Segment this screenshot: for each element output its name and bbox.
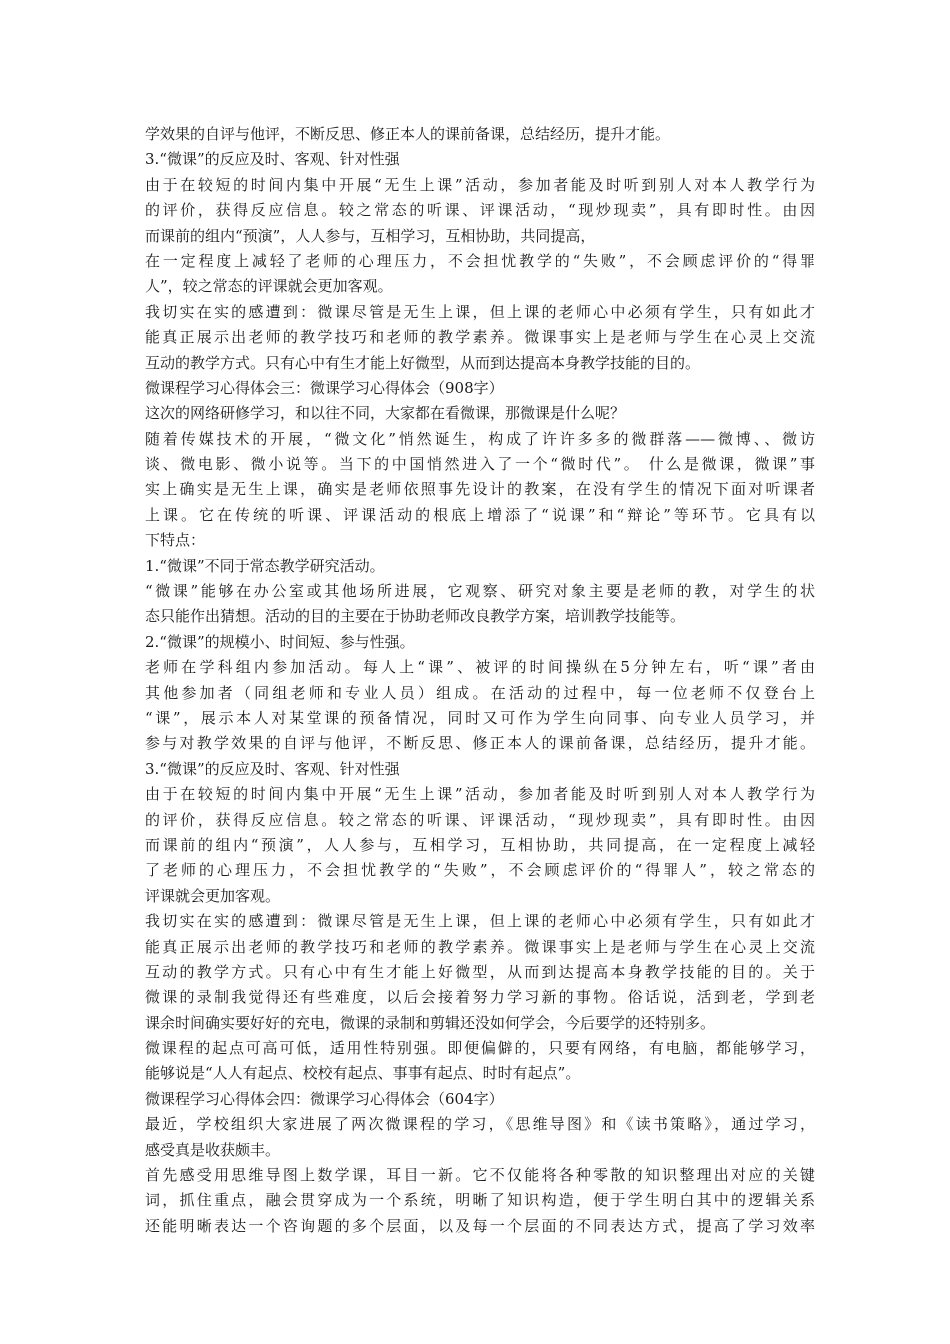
text-line: 的评价，获得反应信息。较之常态的听课、评课活动，“现炒现卖”，具有即时性。由因 bbox=[145, 810, 815, 829]
text-line: 实上确实是无生上课，确实是老师依照事先设计的教案，在没有学生的情况下面对听课者 bbox=[145, 480, 815, 499]
text-line: 互动的教学方式。只有心中有生才能上好微型，从而到达提高本身教学技能的目的。 bbox=[145, 353, 701, 372]
text-line: 下特点： bbox=[145, 531, 206, 550]
text-line: 其他参加者（同组老师和专业人员）组成。在活动的过程中，每一位老师不仅登台上 bbox=[145, 683, 815, 702]
text-line: 能够说是“人人有起点、校校有起点、事事有起点、时时有起点”。 bbox=[145, 1064, 581, 1083]
text-line: 我切实在实的感遭到：微课尽管是无生上课，但上课的老师心中必须有学生，只有如此才 bbox=[145, 302, 815, 321]
text-line: 1.“微课”不同于常态教学研究活动。 bbox=[145, 556, 385, 575]
text-line: 老师在学科组内参加活动。每人上“课”、被评的时间操纵在5分钟左右，听“课”者由 bbox=[145, 658, 815, 677]
text-line: 随着传媒技术的开展，“微文化”悄然诞生，构成了许许多多的微群落——微博、、微访 bbox=[145, 429, 815, 448]
text-line: 而课前的组内“预演”，人人参与，互相学习，互相协助，共同提高， bbox=[145, 226, 596, 245]
text-line: 这次的网络研修学习，和以往不同，大家都在看微课，那微课是什么呢？ bbox=[145, 404, 626, 423]
text-line: 学效果的自评与他评，不断反思、修正本人的课前备课，总结经历，提升才能。 bbox=[145, 125, 671, 143]
text-line: 首先感受用思维导图上数学课，耳目一新。它不仅能将各种零散的知识整理出对应的关键 bbox=[145, 1166, 815, 1185]
text-line: 微课程学习心得体会三：微课学习心得体会（908字） bbox=[145, 378, 504, 397]
text-line: 在一定程度上减轻了老师的心理压力，不会担忧教学的“失败”，不会顾虑评价的“得罪 bbox=[145, 251, 815, 270]
text-line: 微课的录制我觉得还有些难度，以后会接着努力学习新的事物。俗话说，活到老，学到老 bbox=[145, 988, 815, 1007]
text-line: “课”，展示本人对某堂课的预备情况，同时又可作为学生向同事、向专业人员学习，并 bbox=[145, 708, 815, 727]
text-line: 了老师的心理压力，不会担忧教学的“失败”，不会顾虑评价的“得罪人”，较之常态的 bbox=[145, 861, 815, 880]
text-line: 3.“微课”的反应及时、客观、针对性强 bbox=[145, 150, 400, 169]
text-line: 我切实在实的感遭到：微课尽管是无生上课，但上课的老师心中必须有学生，只有如此才 bbox=[145, 912, 815, 931]
text-line: 能真正展示出老师的教学技巧和老师的教学素养。微课事实上是老师与学生在心灵上交流 bbox=[145, 328, 815, 347]
text-line: 态只能作出猜想。活动的目的主要在于协助老师改良教学方案，培训教学技能等。 bbox=[145, 607, 686, 626]
document-body bbox=[145, 122, 815, 1239]
text-line: 微课程学习心得体会四：微课学习心得体会（604字） bbox=[145, 1089, 504, 1108]
text-line: 评课就会更加客观。 bbox=[145, 886, 281, 905]
text-line: 课余时间确实要好好的充电，微课的录制和剪辑还没如何学会，今后要学的还特别多。 bbox=[145, 1013, 716, 1032]
text-line: 而课前的组内“预演”，人人参与，互相学习，互相协助，共同提高，在一定程度上减轻 bbox=[145, 835, 815, 854]
text-line: 由于在较短的时间内集中开展“无生上课”活动，参加者能及时听到别人对本人教学行为 bbox=[145, 175, 815, 194]
text-line: 人”，较之常态的评课就会更加客观。 bbox=[145, 277, 393, 296]
text-line: 2.“微课”的规模小、时间短、参与性强。 bbox=[145, 632, 415, 651]
text-line: 最近，学校组织大家进展了两次微课程的学习，《思维导图》和《读书策略》，通过学习， bbox=[145, 1115, 815, 1134]
text-line: “微课”能够在办公室或其他场所进展，它观察、研究对象主要是老师的教，对学生的状 bbox=[145, 582, 815, 601]
text-line: 的评价，获得反应信息。较之常态的听课、评课活动，“现炒现卖”，具有即时性。由因 bbox=[145, 201, 815, 220]
text-line: 互动的教学方式。只有心中有生才能上好微型，从而到达提高本身教学技能的目的。关于 bbox=[145, 962, 815, 981]
text-line: 参与对教学效果的自评与他评，不断反思、修正本人的课前备课，总结经历，提升才能。 bbox=[145, 734, 815, 753]
text-line: 能真正展示出老师的教学技巧和老师的教学素养。微课事实上是老师与学生在心灵上交流 bbox=[145, 937, 815, 956]
text-line: 还能明晰表达一个咨询题的多个层面，以及每一个层面的不同表达方式，提高了学习效率 bbox=[145, 1216, 815, 1235]
text-line: 谈、微电影、微小说等。当下的中国悄然进入了一个“微时代”。 什么是微课，微课”事 bbox=[145, 455, 815, 474]
text-line: 感受真是收获颇丰。 bbox=[145, 1140, 281, 1159]
text-line: 微课程的起点可高可低，适用性特别强。即便偏僻的，只要有网络，有电脑，都能够学习， bbox=[145, 1039, 815, 1058]
text-line: 由于在较短的时间内集中开展“无生上课”活动，参加者能及时听到别人对本人教学行为 bbox=[145, 785, 815, 804]
text-line: 3.“微课”的反应及时、客观、针对性强 bbox=[145, 759, 400, 778]
text-line: 词，抓住重点，融会贯穿成为一个系统，明晰了知识构造，便于学生明白其中的逻辑关系 bbox=[145, 1191, 815, 1210]
text-line: 上课。它在传统的听课、评课活动的根底上增添了“说课”和“辩论”等环节。它具有以 bbox=[145, 505, 815, 524]
